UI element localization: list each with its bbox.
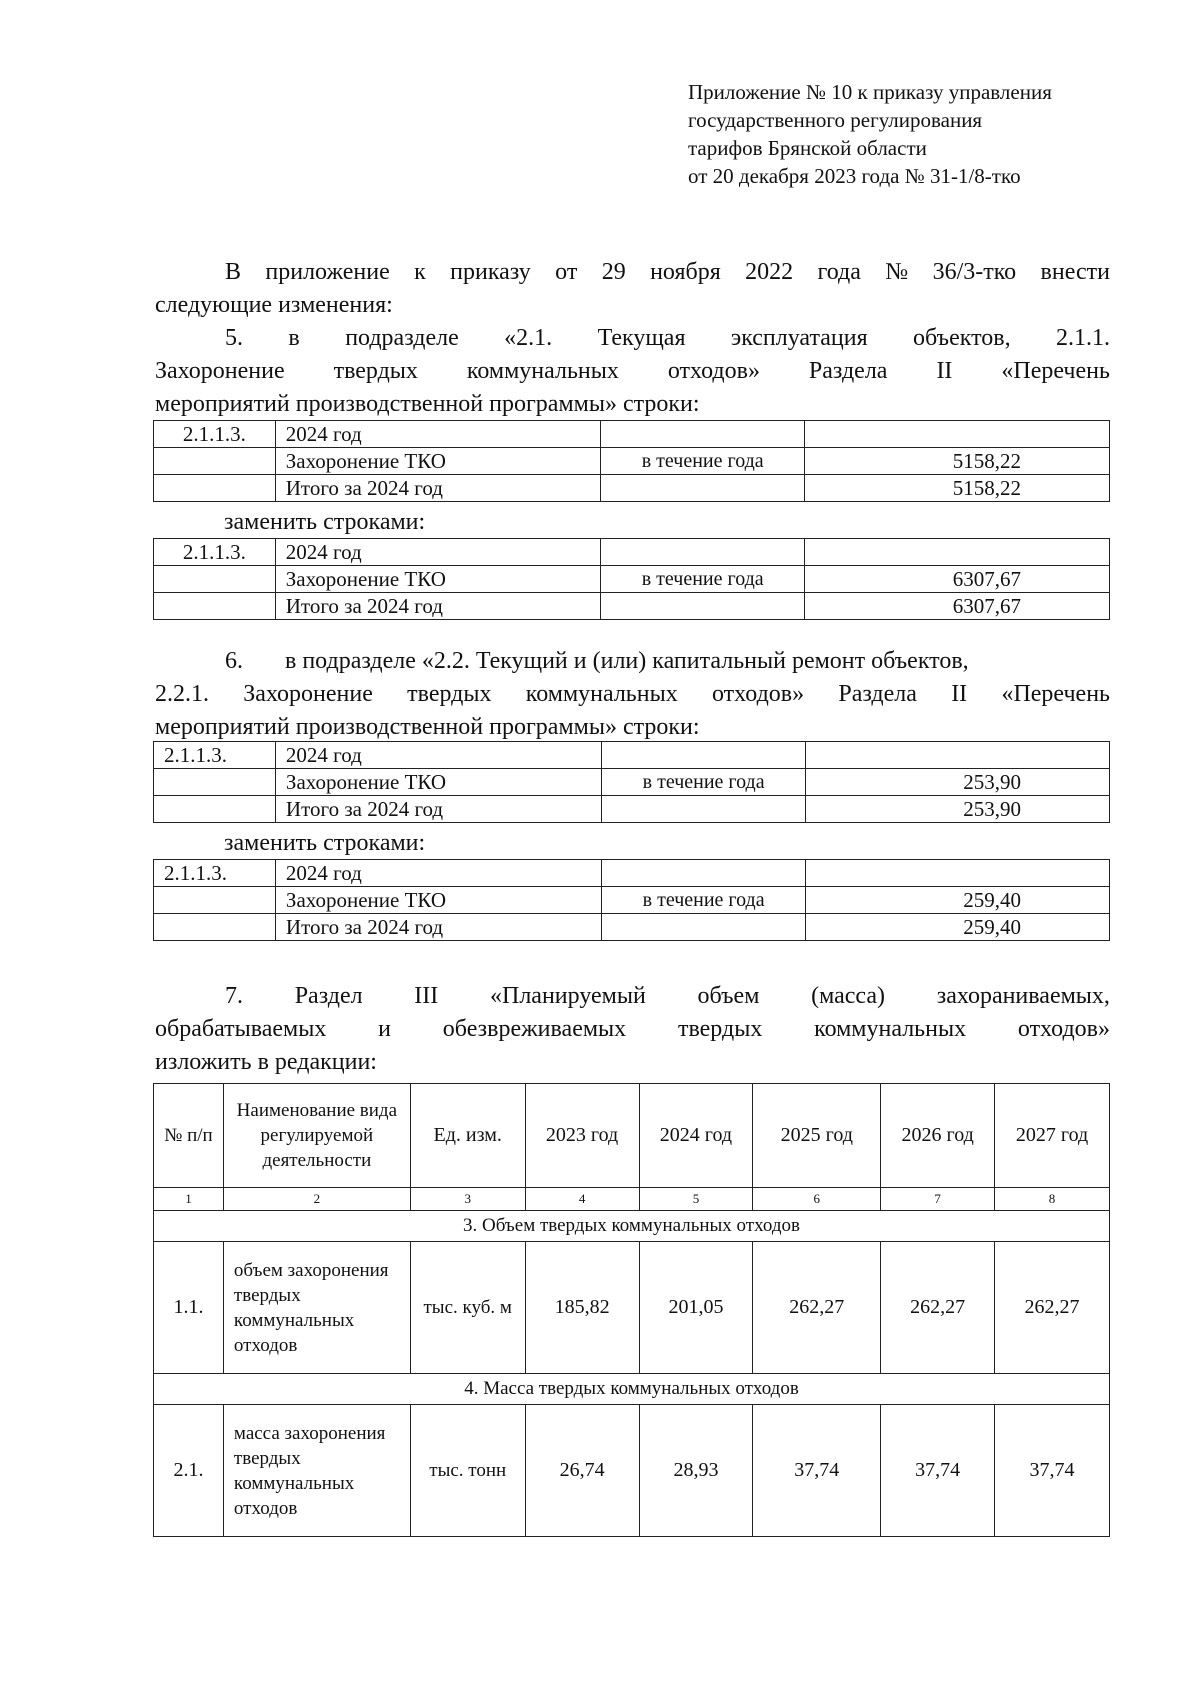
header-line: от 20 декабря 2023 года № 31-1/8-тко — [688, 164, 1021, 188]
row-amount — [806, 742, 1110, 769]
col-num-cell: 2 — [223, 1188, 410, 1211]
word: 5. — [225, 325, 243, 351]
word: 36/3-тко — [932, 259, 1017, 285]
word: отходов» — [1017, 1016, 1110, 1042]
table-row — [154, 887, 1110, 914]
row-code: 2.1.1.3. — [154, 539, 276, 566]
document-header — [688, 78, 1158, 190]
table-row — [154, 593, 1110, 620]
row-value: 262,27 — [881, 1242, 995, 1374]
table-row — [154, 742, 1110, 769]
word: 2022 — [745, 259, 794, 285]
header-cell: Ед. изм. — [410, 1084, 525, 1188]
word: «Перечень — [1001, 681, 1110, 707]
row-amount — [806, 860, 1110, 887]
table-row — [154, 860, 1110, 887]
col-num-cell: 4 — [525, 1188, 639, 1211]
row-number: 1.1. — [154, 1242, 224, 1374]
word: II — [951, 681, 968, 707]
table-5-old — [153, 420, 1110, 502]
header-number: № п/п — [164, 1124, 213, 1146]
header-cell: 2024 год — [639, 1084, 753, 1188]
word: отходов» — [712, 681, 805, 707]
row-code: 2.1.1.3. — [154, 742, 276, 769]
row-label: 2024 год — [275, 742, 601, 769]
table-5-new — [153, 538, 1110, 620]
word: ноября — [650, 259, 721, 285]
header-activity-name: Наименование вида регулируемой деятельности — [236, 1100, 398, 1171]
word: коммунальных — [466, 358, 619, 384]
row-unit: тыс. куб. м — [410, 1242, 525, 1374]
word: II — [936, 358, 953, 384]
col-num-cell: 8 — [995, 1188, 1110, 1211]
row-label: Итого за 2024 год — [275, 475, 600, 502]
row-amount: 5158,22 — [805, 475, 1110, 502]
item-7-line-3: изложить в редакции: — [155, 1049, 377, 1075]
word: объем — [697, 983, 760, 1009]
row-value: 37,74 — [753, 1405, 881, 1537]
word: твердых — [333, 358, 418, 384]
header-line: тарифов Брянской области — [688, 136, 927, 160]
table-row — [154, 539, 1110, 566]
word: «Перечень — [1001, 358, 1110, 384]
row-amount: 259,40 — [806, 887, 1110, 914]
row-label: Итого за 2024 год — [275, 914, 601, 941]
header-line: государственного регулирования — [688, 108, 983, 132]
replace-label: заменить строками: — [224, 830, 426, 856]
word: эксплуатация — [730, 325, 868, 351]
row-period — [601, 796, 806, 823]
word: «2.1. — [504, 325, 553, 351]
word: от — [555, 259, 578, 285]
row-value: 37,74 — [995, 1405, 1110, 1537]
header-cell — [154, 1084, 224, 1188]
word: твердых — [677, 1016, 763, 1042]
replace-label: заменить строками: — [224, 509, 426, 535]
row-amount: 259,40 — [806, 914, 1110, 941]
item-7-paragraph — [155, 980, 1110, 1079]
word: № — [885, 259, 909, 285]
table-header-row — [154, 1084, 1110, 1188]
header-line: Приложение № 10 к приказу управления — [688, 80, 1052, 104]
row-amount: 253,90 — [806, 796, 1110, 823]
word: к — [414, 259, 426, 285]
word: III — [414, 983, 439, 1009]
word: В — [225, 259, 242, 285]
item-7-line-1 — [155, 980, 1110, 1013]
word: Раздела — [838, 681, 917, 707]
word: и — [378, 1016, 391, 1042]
section-row — [154, 1211, 1110, 1242]
row-value: 262,27 — [995, 1242, 1110, 1374]
word: 2.1.1. — [1056, 325, 1110, 351]
table-row — [154, 769, 1110, 796]
word: обрабатываемых — [155, 1016, 327, 1042]
table-row — [154, 566, 1110, 593]
word: 29 — [601, 259, 626, 285]
table-6-old — [153, 741, 1110, 823]
row-period: в течение года — [601, 448, 805, 475]
row-amount: 6307,67 — [805, 566, 1110, 593]
row-label: 2024 год — [275, 421, 600, 448]
row-code: 2.1.1.3. — [154, 860, 276, 887]
row-value: 28,93 — [639, 1405, 753, 1537]
word: «Планируемый — [489, 983, 646, 1009]
intro-line-1 — [155, 256, 1110, 289]
table-row — [154, 1242, 1110, 1374]
row-code — [154, 566, 276, 593]
row-period — [601, 742, 806, 769]
row-number: 2.1. — [154, 1405, 224, 1537]
row-code — [154, 914, 276, 941]
item-6-line-3: мероприятий производственной программы» строки: — [155, 714, 700, 740]
section-title: 4. Масса твердых коммунальных отходов — [154, 1374, 1110, 1405]
row-amount: 6307,67 — [805, 593, 1110, 620]
row-code — [154, 887, 276, 914]
item-5-paragraph — [155, 322, 1110, 421]
row-label: Захоронение ТКО — [275, 769, 601, 796]
table-row — [154, 421, 1110, 448]
row-period — [601, 860, 806, 887]
intro-paragraph — [155, 256, 1110, 322]
col-num-cell: 1 — [154, 1188, 224, 1211]
header-cell: 2026 год — [881, 1084, 995, 1188]
row-code — [154, 448, 276, 475]
row-label: Итого за 2024 год — [275, 593, 600, 620]
row-period — [601, 593, 805, 620]
row-period: в течение года — [601, 887, 806, 914]
header-cell: 2023 год — [525, 1084, 639, 1188]
row-code — [154, 475, 276, 502]
word: захораниваемых, — [936, 983, 1110, 1009]
row-value: 262,27 — [753, 1242, 881, 1374]
row-period — [601, 475, 805, 502]
word: объектов, — [913, 325, 1011, 351]
row-period — [601, 421, 805, 448]
row-unit: тыс. тонн — [410, 1405, 525, 1537]
table-row — [154, 1405, 1110, 1537]
row-label: 2024 год — [275, 539, 600, 566]
item-6-line-1: 6. в подразделе «2.2. Текущий и (или) капитальный ремонт объектов, — [225, 648, 969, 674]
row-label: Захоронение ТКО — [275, 887, 601, 914]
col-num-cell: 6 — [753, 1188, 881, 1211]
row-amount: 5158,22 — [805, 448, 1110, 475]
word: приказу — [450, 259, 531, 285]
word: Раздела — [808, 358, 888, 384]
table-6-new — [153, 859, 1110, 941]
col-num-cell: 7 — [881, 1188, 995, 1211]
row-code — [154, 796, 276, 823]
row-name: объем захоронения твердых коммунальных отходов — [223, 1242, 410, 1374]
row-period — [601, 539, 805, 566]
item-6-line-2 — [155, 678, 1110, 711]
row-value: 201,05 — [639, 1242, 753, 1374]
row-value: 26,74 — [525, 1405, 639, 1537]
row-period: в течение года — [601, 769, 806, 796]
word: отходов» — [667, 358, 760, 384]
word: 2.2.1. — [155, 681, 209, 707]
item-5-line-2 — [155, 355, 1110, 388]
word: Раздел — [294, 983, 363, 1009]
header-cell: 2025 год — [753, 1084, 881, 1188]
word: в — [288, 325, 300, 351]
header-cell — [223, 1084, 410, 1188]
word: приложение — [265, 259, 390, 285]
table-row — [154, 448, 1110, 475]
word: коммунальных — [814, 1016, 967, 1042]
word: Текущая — [597, 325, 686, 351]
row-code: 2.1.1.3. — [154, 421, 276, 448]
item-6-paragraph — [155, 645, 1110, 744]
row-period: в течение года — [601, 566, 805, 593]
row-value: 37,74 — [881, 1405, 995, 1537]
col-num-cell: 3 — [410, 1188, 525, 1211]
table-row — [154, 475, 1110, 502]
intro-line-2: следующие изменения: — [155, 292, 393, 318]
row-label: Захоронение ТКО — [275, 566, 600, 593]
section-title: 3. Объем твердых коммунальных отходов — [154, 1211, 1110, 1242]
item-7-line-2 — [155, 1013, 1110, 1046]
word: обезвреживаемых — [442, 1016, 627, 1042]
row-label: Итого за 2024 год — [275, 796, 601, 823]
word: 7. — [225, 983, 243, 1009]
row-code — [154, 593, 276, 620]
word: подразделе — [345, 325, 459, 351]
row-label: Захоронение ТКО — [275, 448, 600, 475]
row-amount: 253,90 — [806, 769, 1110, 796]
row-value: 185,82 — [525, 1242, 639, 1374]
word: коммунальных — [525, 681, 678, 707]
row-label: 2024 год — [275, 860, 601, 887]
word: Захоронение — [243, 681, 373, 707]
word: твердых — [407, 681, 492, 707]
item-5-line-1 — [155, 322, 1110, 355]
table-row — [154, 796, 1110, 823]
word: Захоронение — [155, 358, 285, 384]
row-name: масса захоронения твердых коммунальных отходов — [223, 1405, 410, 1537]
col-num-cell: 5 — [639, 1188, 753, 1211]
row-amount — [805, 539, 1110, 566]
word: года — [817, 259, 861, 285]
row-code — [154, 769, 276, 796]
word: внести — [1040, 259, 1110, 285]
word: (масса) — [811, 983, 886, 1009]
section-row — [154, 1374, 1110, 1405]
row-period — [601, 914, 806, 941]
column-number-row — [154, 1188, 1110, 1211]
item-5-line-3: мероприятий производственной программы» строки: — [155, 391, 700, 417]
row-amount — [805, 421, 1110, 448]
table-7-planned-volume — [153, 1083, 1110, 1537]
header-cell: 2027 год — [995, 1084, 1110, 1188]
table-row — [154, 914, 1110, 941]
